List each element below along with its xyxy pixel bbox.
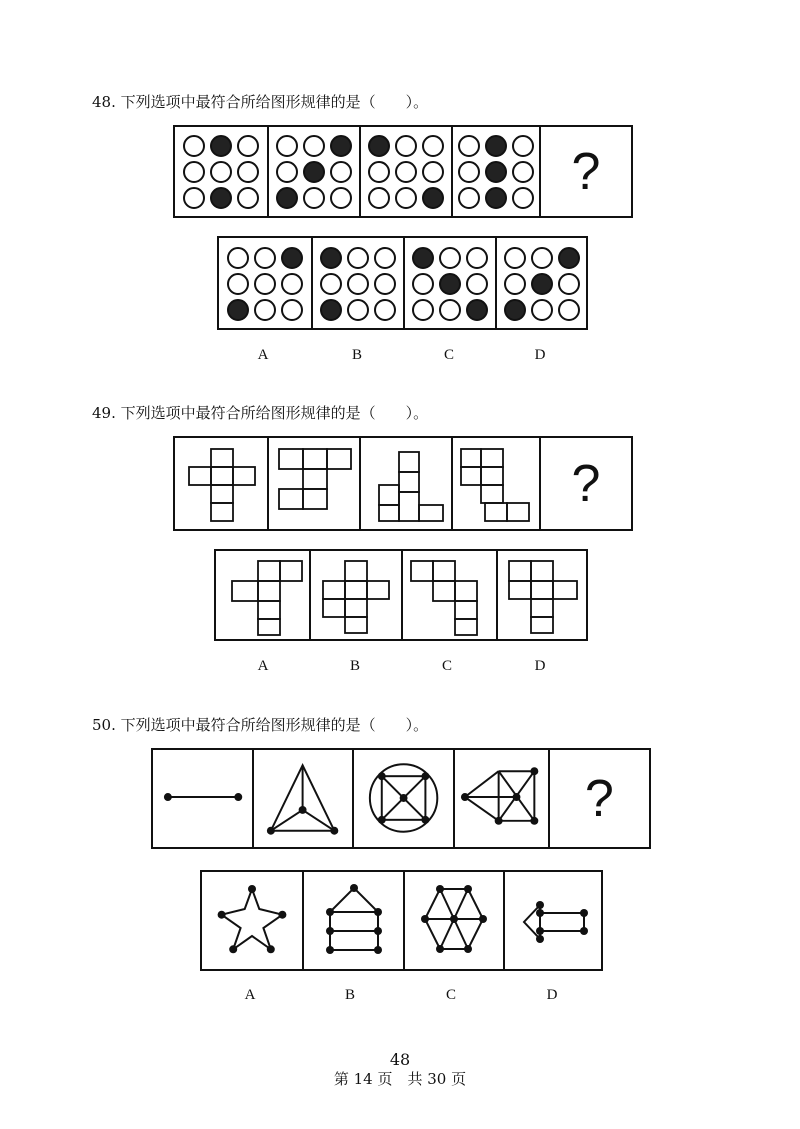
q49-options-row (214, 549, 588, 641)
q50-label-c: C (445, 987, 456, 1003)
q48-option-c[interactable] (405, 238, 497, 328)
triangle-graph (254, 750, 352, 847)
q50-options-row (200, 870, 603, 971)
net-figure (269, 438, 359, 529)
q49-stem-figure-1 (175, 438, 269, 529)
question-mark: ? (571, 142, 601, 201)
house-graph (304, 872, 403, 969)
dot-grid (175, 127, 267, 216)
q49-stem-figure-4 (453, 438, 541, 529)
q48-stem-figure-1 (175, 127, 269, 216)
net-figure (453, 438, 539, 529)
q48-label-d: D (534, 347, 546, 363)
q50-stem-figure-3 (354, 750, 454, 847)
q48-label-a: A (257, 347, 269, 363)
q50-label-a: A (244, 987, 256, 1003)
q50-option-d[interactable] (505, 872, 601, 969)
q49-stem-figure-3 (361, 438, 453, 529)
net-figure (498, 551, 586, 639)
net-figure (361, 438, 451, 529)
q50-label-d: D (546, 987, 558, 1003)
q50-option-c[interactable] (405, 872, 505, 969)
q49-stem-row (173, 436, 633, 531)
q50-label-b: B (344, 987, 355, 1003)
dot-grid (269, 127, 359, 216)
q49-option-c[interactable] (403, 551, 498, 639)
question-48-text: 48. 下列选项中最符合所给图形规律的是（ ）。 (92, 93, 429, 111)
net-figure (311, 551, 401, 639)
q49-option-b[interactable] (311, 551, 403, 639)
question-49-text: 49. 下列选项中最符合所给图形规律的是（ ）。 (92, 404, 429, 422)
q50-stem-row (151, 748, 651, 849)
dot-grid (313, 238, 403, 328)
net-figure (216, 551, 309, 639)
question-mark: ? (584, 769, 614, 828)
question-50-text: 50. 下列选项中最符合所给图形规律的是（ ）。 (92, 716, 429, 734)
q48-option-a[interactable] (219, 238, 313, 328)
circle-square-graph (354, 750, 452, 847)
q50-option-a[interactable] (202, 872, 304, 969)
kite-graph (455, 750, 548, 847)
dot-grid (405, 238, 495, 328)
q48-stem-row (173, 125, 633, 218)
q48-option-b[interactable] (313, 238, 405, 328)
q50-stem-figure-1 (153, 750, 254, 847)
q49-label-a: A (257, 658, 269, 674)
q49-label-d: D (534, 658, 546, 674)
question-mark: ? (571, 454, 601, 513)
net-figure (403, 551, 496, 639)
q48-option-d[interactable] (497, 238, 586, 328)
q50-stem-figure-2 (254, 750, 354, 847)
page-number: 48 (389, 1050, 411, 1069)
q50-stem-figure-4 (455, 750, 550, 847)
q49-label-b: B (349, 658, 360, 674)
dot-grid (361, 127, 451, 216)
dot-grid (497, 238, 586, 328)
q48-options-row (217, 236, 588, 330)
q50-option-b[interactable] (304, 872, 405, 969)
dot-grid (219, 238, 311, 328)
q49-option-a[interactable] (216, 551, 311, 639)
hexagon-graph (405, 872, 503, 969)
q48-stem-figure-2 (269, 127, 361, 216)
page-footer: 第 14 页 共 30 页 (333, 1070, 467, 1088)
q49-stem-figure-2 (269, 438, 361, 529)
q48-stem-figure-4 (453, 127, 541, 216)
q48-stem-figure-3 (361, 127, 453, 216)
net-figure (175, 438, 267, 529)
q49-option-d[interactable] (498, 551, 586, 639)
q48-stem-question-cell (541, 127, 631, 216)
q48-label-b: B (351, 347, 362, 363)
q50-stem-question-cell (550, 750, 649, 847)
dot-grid (453, 127, 539, 216)
star-graph (202, 872, 302, 969)
q48-label-c: C (443, 347, 454, 363)
q49-label-c: C (441, 658, 452, 674)
arrow-graph (505, 872, 601, 969)
q49-stem-question-cell (541, 438, 631, 529)
line-graph (153, 750, 252, 847)
